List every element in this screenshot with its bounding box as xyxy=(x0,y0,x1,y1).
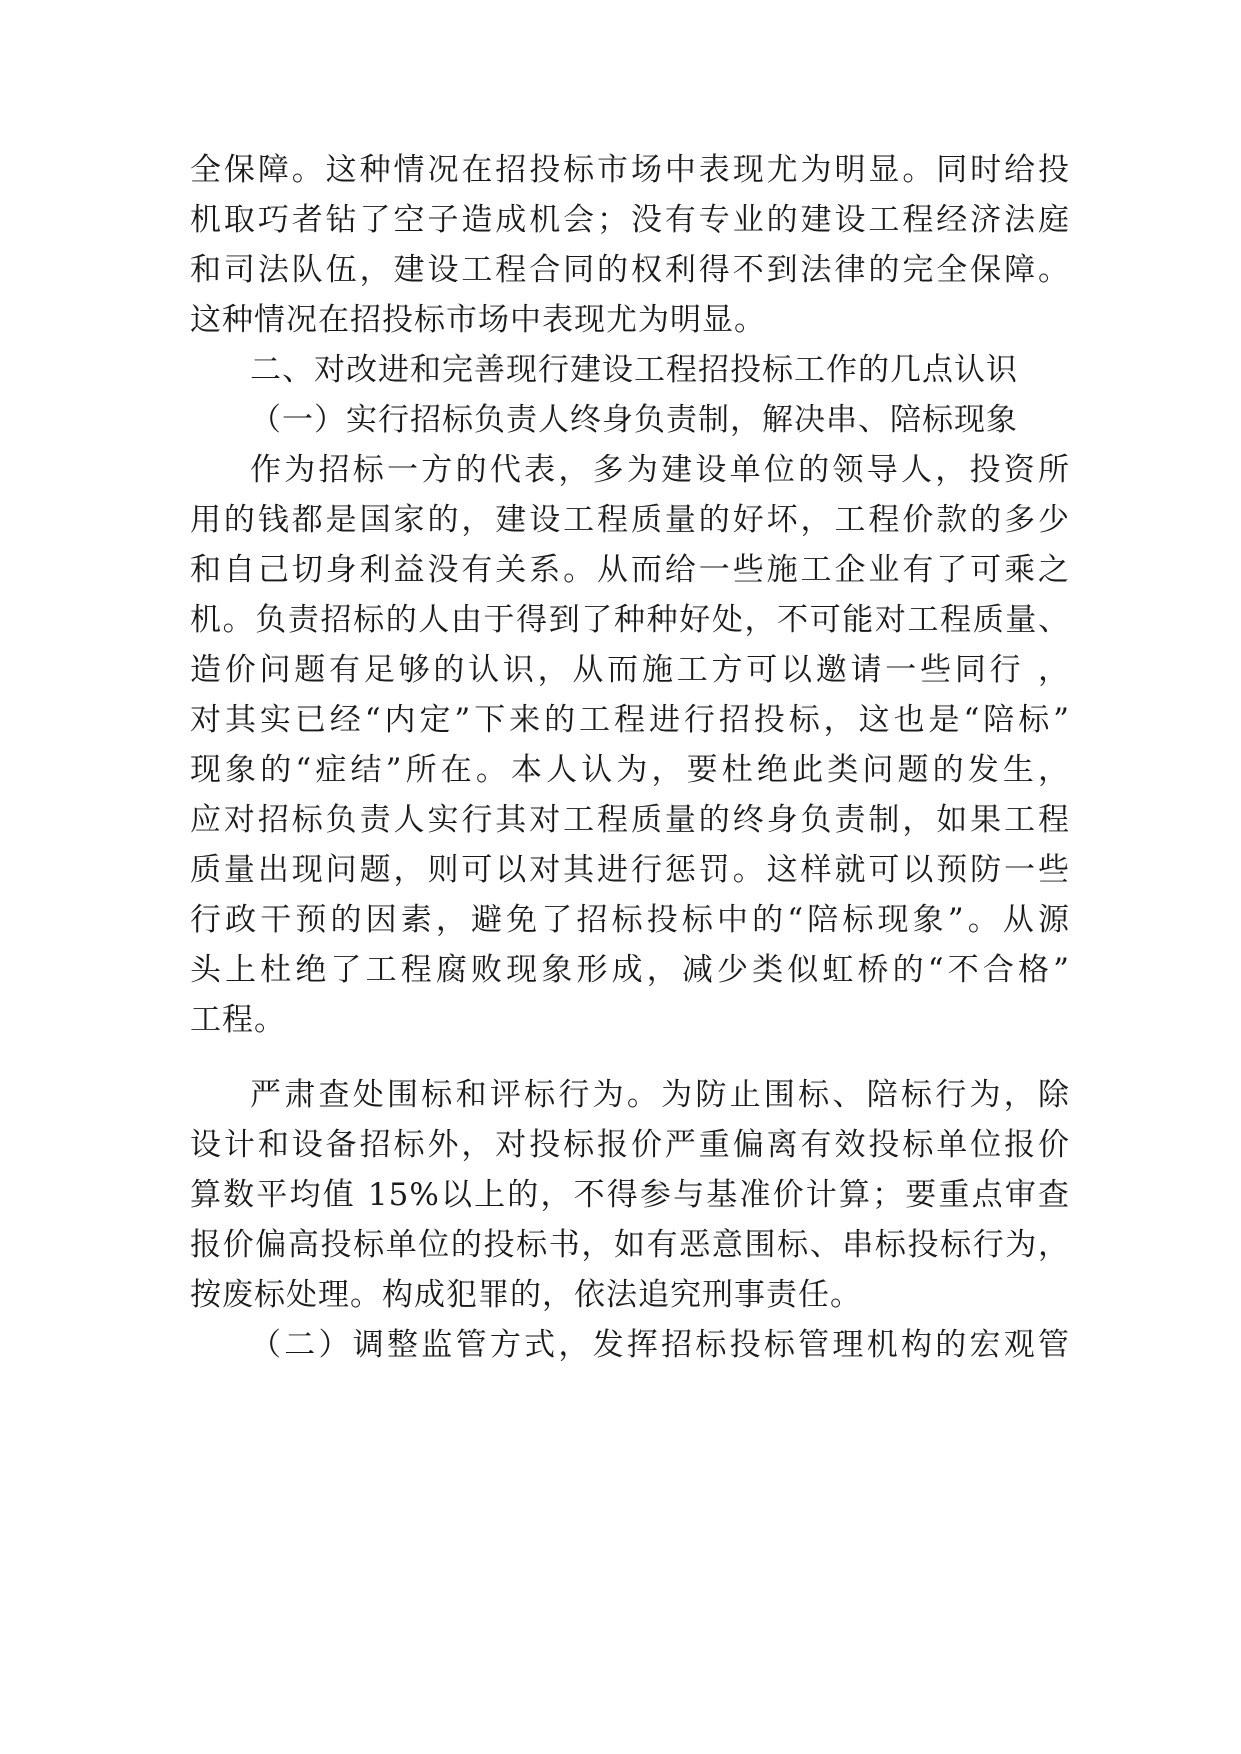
text-line: 作为招标一方的代表，多为建设单位的领导人，投资所 xyxy=(250,452,1070,488)
text-line: 头上杜绝了工程腐败现象形成，减少类似虹桥的“不合格” xyxy=(190,952,1070,988)
text-line: 应对招标负责人实行其对工程质量的终身负责制，如果工程 xyxy=(190,802,1070,838)
text-line: 算数平均值 15%以上的，不得参与基准价计算；要重点审查 xyxy=(190,1177,1070,1213)
text-line: 按废标处理。构成犯罪的，依法追究刑事责任。 xyxy=(190,1277,862,1313)
subsection-heading: （一）实行招标负责人终身负责制，解决串、陪标现象 xyxy=(250,402,1018,438)
subsection-heading: （二）调整监管方式，发挥招标投标管理机构的宏观管 xyxy=(250,1327,1070,1363)
text-line: 工程。 xyxy=(190,1002,286,1038)
text-line: 对其实已经“内定”下来的工程进行招投标，这也是“陪标” xyxy=(190,702,1070,738)
text-line: 严肃查处围标和评标行为。为防止围标、陪标行为，除 xyxy=(250,1077,1070,1113)
text-line: 报价偏高投标单位的投标书，如有恶意围标、串标投标行为， xyxy=(190,1227,1070,1263)
text-line: 质量出现问题，则可以对其进行惩罚。这样就可以预防一些 xyxy=(190,852,1070,888)
text-line: 用的钱都是国家的，建设工程质量的好坏，工程价款的多少 xyxy=(190,502,1070,538)
text-line: 和司法队伍，建设工程合同的权利得不到法律的完全保障。 xyxy=(190,252,1070,288)
text-line: 现象的“症结”所在。本人认为，要杜绝此类问题的发生， xyxy=(190,752,1070,788)
text-line: 和自己切身利益没有关系。从而给一些施工企业有了可乘之 xyxy=(190,552,1070,588)
text-line: 全保障。这种情况在招投标市场中表现尤为明显。同时给投 xyxy=(190,152,1070,188)
section-heading: 二、对改进和完善现行建设工程招投标工作的几点认识 xyxy=(250,352,1018,388)
text-line: 行政干预的因素，避免了招标投标中的“陪标现象”。从源 xyxy=(190,902,1070,938)
text-line: 机取巧者钻了空子造成机会；没有专业的建设工程经济法庭 xyxy=(190,202,1070,238)
text-line: 这种情况在招投标市场中表现尤为明显。 xyxy=(190,302,766,338)
text-line: 设计和设备招标外，对投标报价严重偏离有效投标单位报价 xyxy=(190,1127,1070,1163)
text-line: 机。负责招标的人由于得到了种种好处，不可能对工程质量、 xyxy=(190,602,1070,638)
text-line: 造价问题有足够的认识，从而施工方可以邀请一些同行 ， xyxy=(190,652,1070,688)
